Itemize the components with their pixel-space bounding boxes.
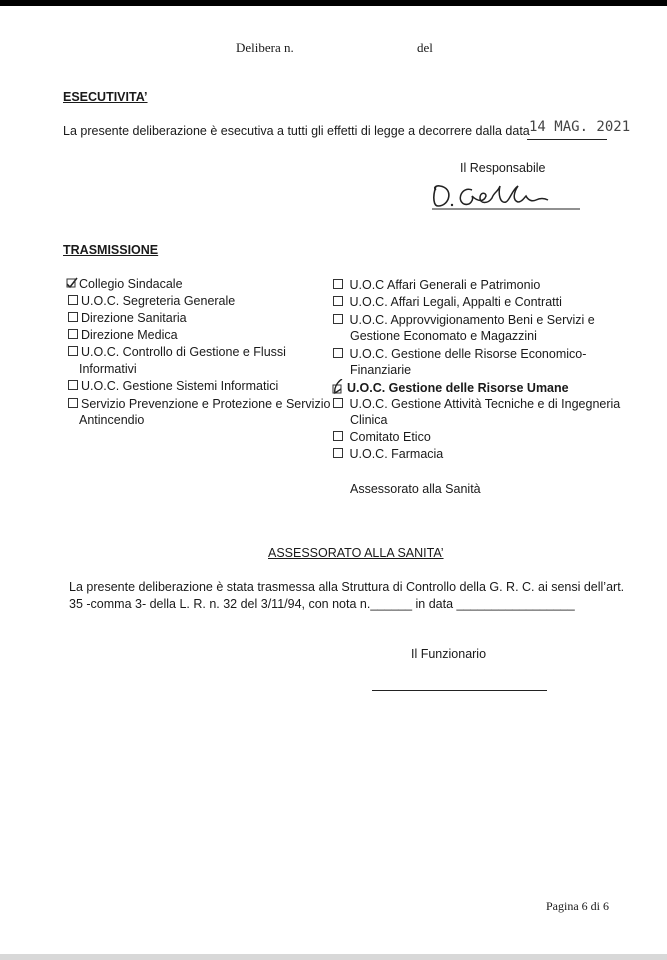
right-item-approvvigionamento[interactable] — [333, 312, 595, 329]
right-item-comitato-etico[interactable] — [333, 429, 431, 446]
checkbox-icon — [68, 346, 78, 356]
responsabile-label: Il Responsabile — [460, 161, 546, 175]
right-item-continuation: Finanziarie — [350, 363, 412, 377]
assessorato-sanita-label: Assessorato alla Sanità — [350, 482, 481, 496]
right-item-continuation: Clinica — [350, 413, 388, 427]
right-item-farmacia[interactable] — [333, 446, 443, 463]
delibera-label: Delibera n. — [236, 40, 294, 55]
date-line — [527, 139, 607, 140]
left-item-label: U.O.C. Gestione Sistemi Informatici — [81, 379, 279, 393]
checkbox-icon — [333, 448, 343, 458]
checkbox-icon — [68, 295, 78, 305]
right-item-label: U.O.C. Approvvigionamento Beni e Servizi e — [349, 313, 595, 327]
right-item-label: U.O.C. Affari Legali, Appalti e Contratti — [349, 295, 562, 309]
right-item-label: Comitato Etico — [349, 430, 431, 444]
checkbox-icon — [333, 279, 343, 289]
left-item-controllo-gestione[interactable] — [68, 344, 286, 361]
left-item-collegio[interactable] — [66, 276, 183, 293]
checkbox-icon — [333, 296, 343, 306]
right-item-label: U.O.C. Farmacia — [349, 447, 444, 461]
left-item-continuation: Informativi — [79, 362, 137, 376]
left-item-direzione-medica[interactable] — [68, 327, 178, 344]
page-number: Pagina 6 di 6 — [546, 899, 609, 913]
funzionario-label: Il Funzionario — [411, 647, 487, 661]
assessorato-heading: ASSESSORATO ALLA SANITA’ — [268, 546, 444, 560]
left-item-segreteria[interactable] — [68, 293, 235, 310]
checkmark-icon — [332, 379, 345, 395]
checkbox-icon — [68, 329, 78, 339]
assessorato-text-line2: 35 -comma 3- della L. R. n. 32 del 3/11/94, con nota n.______ in data _________________ — [69, 597, 575, 611]
checkbox-icon — [68, 398, 78, 408]
right-item-affari-legali[interactable] — [333, 294, 562, 311]
del-label: del — [417, 40, 433, 55]
esecutivita-heading: ESECUTIVITA’ — [63, 90, 148, 104]
right-item-risorse-economico[interactable] — [333, 346, 586, 363]
right-item-attivita-tecniche[interactable] — [333, 396, 620, 413]
left-item-continuation: Antincendio — [79, 413, 145, 427]
esecutivita-text: La presente deliberazione è esecutiva a tutti gli effetti di legge a decorrere dalla data — [63, 124, 530, 138]
trasmissione-heading: TRASMISSIONE — [63, 243, 159, 257]
right-item-label: U.O.C. Gestione delle Risorse Umane — [347, 381, 569, 395]
checkbox-icon — [333, 431, 343, 441]
right-item-risorse-umane[interactable] — [332, 379, 569, 397]
right-item-label: U.O.C. Gestione Attività Tecniche e di Ingegneria — [349, 397, 621, 411]
responsabile-signature — [428, 178, 588, 214]
checkbox-icon — [68, 312, 78, 322]
checkbox-icon — [68, 380, 78, 390]
left-item-sistemi-informatici[interactable] — [68, 378, 278, 395]
funzionario-signature-line — [372, 690, 547, 691]
right-item-continuation: Gestione Economato e Magazzini — [350, 329, 537, 343]
right-item-label: U.O.C Affari Generali e Patrimonio — [349, 278, 541, 292]
left-item-prevenzione[interactable] — [68, 396, 330, 413]
checkbox-icon — [333, 398, 343, 408]
left-item-label: U.O.C. Segreteria Generale — [81, 294, 236, 308]
checkmark-icon — [66, 277, 78, 289]
bottom-border — [0, 954, 667, 960]
checkbox-icon — [333, 314, 343, 324]
right-item-affari-generali[interactable] — [333, 277, 540, 294]
right-item-label: U.O.C. Gestione delle Risorse Economico- — [349, 347, 587, 361]
top-border — [0, 0, 667, 6]
left-item-label: Direzione Medica — [81, 328, 178, 342]
assessorato-text-line1: La presente deliberazione è stata trasmessa alla Struttura di Controllo della G. R. C. ai sensi dell’art. — [69, 580, 625, 594]
left-item-label: Servizio Prevenzione e Protezione e Servizio — [81, 397, 331, 411]
left-item-label: U.O.C. Controllo di Gestione e Flussi — [81, 345, 286, 359]
left-item-direzione-sanitaria[interactable] — [68, 310, 187, 327]
left-item-label: Direzione Sanitaria — [81, 311, 187, 325]
date-stamp: 14 MAG. 2021 — [529, 119, 631, 135]
left-item-label: Collegio Sindacale — [79, 277, 183, 291]
checkbox-icon — [333, 348, 343, 358]
